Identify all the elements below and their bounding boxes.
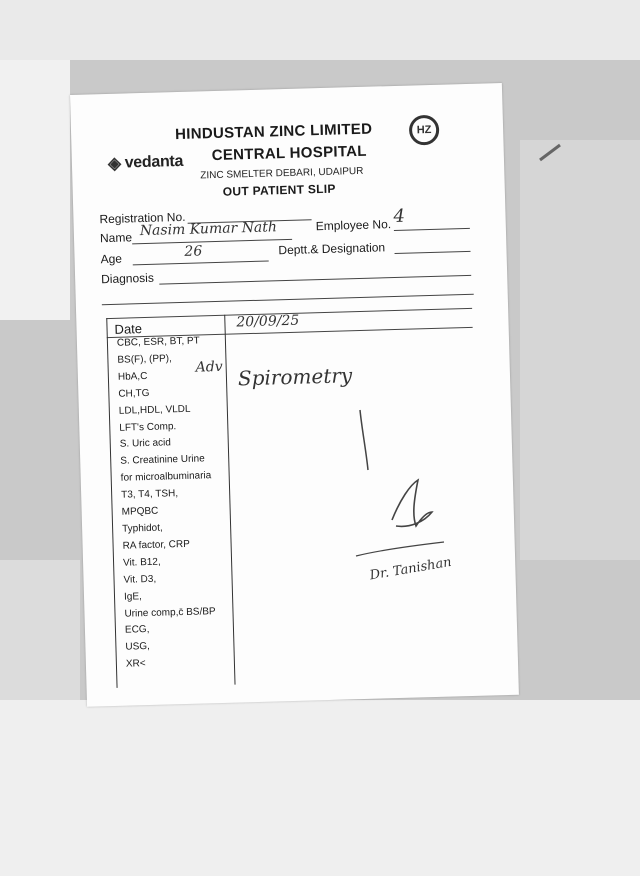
list-item: CBC, ESR, BT, PT	[116, 335, 200, 349]
list-item: Vit. B12,	[122, 556, 161, 569]
department-label: Deptt.& Designation	[278, 240, 386, 258]
list-item: HbA,C	[117, 370, 148, 383]
list-item: IgE,	[123, 590, 142, 603]
list-item: for microalbuminaria	[120, 470, 212, 484]
diagnosis-line-2	[102, 294, 474, 305]
patient-name: Nasim Kumar Nath	[139, 219, 278, 240]
background-patch	[0, 560, 80, 700]
seal-text: HZ	[416, 123, 432, 137]
list-item: MPQBC	[121, 505, 159, 518]
list-item: BS(F), (PP),	[117, 353, 173, 366]
table-left-border	[106, 318, 117, 688]
list-item: Typhidot,	[121, 522, 163, 535]
doctor-signature: Dr. Tanishan	[368, 554, 453, 584]
age-label: Age	[100, 251, 123, 267]
advice-abbreviation: Adv	[195, 358, 223, 376]
brand-name: vedanta	[124, 152, 184, 172]
list-item: CH,TG	[118, 387, 150, 400]
list-item: Urine comp,c̄ BS/BP	[124, 605, 216, 620]
date-label: Date	[114, 321, 143, 337]
list-item: ECG,	[124, 624, 150, 637]
list-item: RA factor, CRP	[122, 538, 190, 552]
employee-number: 4	[393, 205, 406, 228]
name-label: Name	[99, 230, 133, 246]
background-patch	[0, 60, 70, 320]
list-item: Vit. D3,	[123, 573, 157, 586]
name-line	[132, 239, 292, 244]
background-patch	[520, 140, 640, 560]
organization-name: HINDUSTAN ZINC LIMITED	[174, 120, 373, 144]
background-patch	[0, 700, 640, 876]
vedanta-logo	[108, 152, 184, 174]
background-patch	[0, 0, 640, 60]
registration-label: Registration No.	[99, 209, 186, 227]
list-item: LDL,HDL, VLDL	[118, 403, 191, 417]
vedanta-mark-icon: ◈	[107, 153, 121, 173]
diagnosis-label: Diagnosis	[100, 270, 155, 287]
patient-age: 26	[184, 243, 203, 260]
list-item: T3, T4, TSH,	[121, 488, 179, 501]
advice-note: Spirometry	[237, 363, 353, 391]
hospital-address: ZINC SMELTER DEBARI, UDAIPUR	[200, 165, 364, 182]
list-item: XR<	[125, 658, 146, 670]
out-patient-slip	[70, 83, 519, 707]
age-line	[133, 261, 269, 266]
slip-title: OUT PATIENT SLIP	[222, 181, 336, 199]
employee-label: Employee No.	[315, 217, 392, 234]
list-item: USG,	[125, 641, 151, 653]
employee-line	[394, 228, 470, 231]
list-item: S. Uric acid	[119, 437, 172, 451]
company-seal-icon	[409, 115, 440, 146]
hospital-name: CENTRAL HOSPITAL	[211, 142, 368, 165]
list-item: LFT's Comp.	[119, 420, 177, 434]
list-item: S. Creatinine Urine	[120, 453, 205, 468]
diagnosis-line	[159, 275, 471, 285]
department-line	[395, 251, 471, 254]
visit-date: 20/09/25	[236, 312, 300, 331]
